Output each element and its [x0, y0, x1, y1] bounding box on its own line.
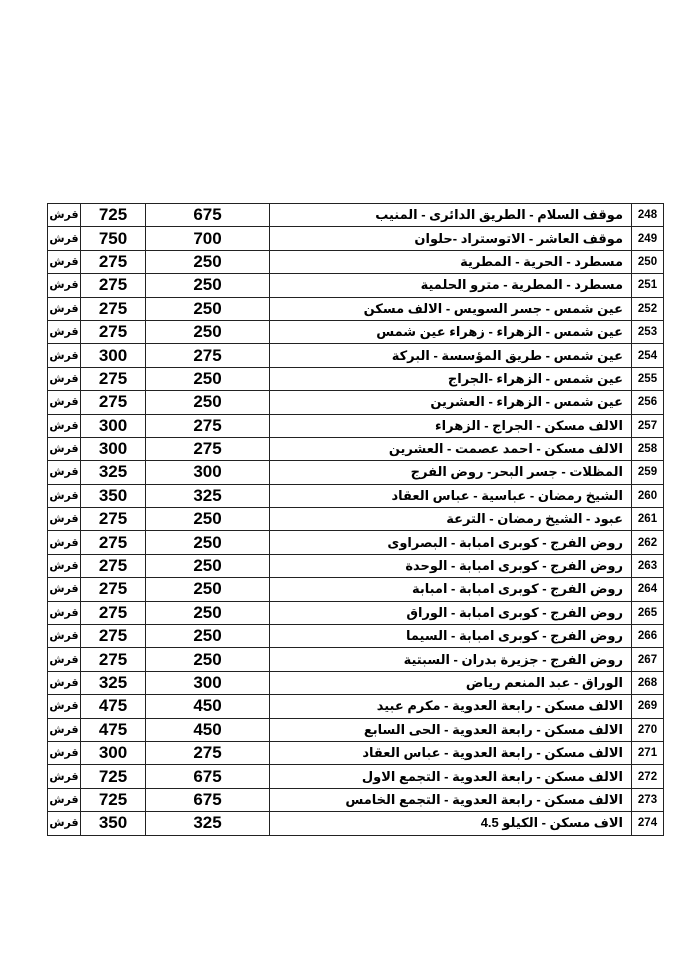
currency-unit-cell: قرش [48, 297, 81, 320]
new-fare-cell: 300 [81, 741, 146, 764]
route-name-cell: الالف مسكن - الجراج - الزهراء [270, 414, 632, 437]
row-number-cell: 254 [632, 344, 664, 367]
row-number-cell: 249 [632, 227, 664, 250]
new-fare-cell: 275 [81, 531, 146, 554]
row-number-cell: 274 [632, 812, 664, 835]
row-number-cell: 255 [632, 367, 664, 390]
route-name-cell: روض الفرج - كوبرى امبابة - الوحدة [270, 554, 632, 577]
new-fare-cell: 300 [81, 344, 146, 367]
row-number-cell: 273 [632, 788, 664, 811]
new-fare-cell: 325 [81, 461, 146, 484]
new-fare-cell: 750 [81, 227, 146, 250]
old-fare-cell: 275 [146, 741, 270, 764]
table-row [48, 204, 664, 227]
old-fare-cell: 250 [146, 297, 270, 320]
currency-unit-cell: قرش [48, 461, 81, 484]
new-fare-cell: 725 [81, 788, 146, 811]
row-number-cell: 256 [632, 391, 664, 414]
new-fare-cell: 325 [81, 671, 146, 694]
route-name-cell: مسطرد - المطرية - مترو الحلمية [270, 274, 632, 297]
table-row [48, 391, 664, 414]
new-fare-cell: 275 [81, 648, 146, 671]
table-row [48, 718, 664, 741]
route-name-cell: مسطرد - الحرية - المطرية [270, 250, 632, 273]
row-number-cell: 261 [632, 508, 664, 531]
old-fare-cell: 675 [146, 765, 270, 788]
table-row [48, 414, 664, 437]
row-number-cell: 269 [632, 695, 664, 718]
new-fare-cell: 275 [81, 554, 146, 577]
old-fare-cell: 250 [146, 554, 270, 577]
table-row [48, 695, 664, 718]
row-number-cell: 263 [632, 554, 664, 577]
currency-unit-cell: قرش [48, 250, 81, 273]
route-name-cell: موقف العاشر - الاتوستراد -حلوان [270, 227, 632, 250]
table-row [48, 601, 664, 624]
route-name-cell: عين شمس - الزهراء -الجراج [270, 367, 632, 390]
fare-table [47, 203, 664, 836]
old-fare-cell: 675 [146, 788, 270, 811]
table-row [48, 765, 664, 788]
new-fare-cell: 475 [81, 718, 146, 741]
old-fare-cell: 250 [146, 320, 270, 343]
old-fare-cell: 250 [146, 391, 270, 414]
new-fare-cell: 350 [81, 484, 146, 507]
old-fare-cell: 700 [146, 227, 270, 250]
row-number-cell: 260 [632, 484, 664, 507]
currency-unit-cell: قرش [48, 695, 81, 718]
currency-unit-cell: قرش [48, 414, 81, 437]
currency-unit-cell: قرش [48, 648, 81, 671]
new-fare-cell: 275 [81, 367, 146, 390]
row-number-cell: 252 [632, 297, 664, 320]
row-number-cell: 248 [632, 204, 664, 227]
row-number-cell: 268 [632, 671, 664, 694]
row-number-cell: 267 [632, 648, 664, 671]
old-fare-cell: 325 [146, 812, 270, 835]
new-fare-cell: 275 [81, 601, 146, 624]
currency-unit-cell: قرش [48, 484, 81, 507]
row-number-cell: 253 [632, 320, 664, 343]
table-row [48, 508, 664, 531]
currency-unit-cell: قرش [48, 531, 81, 554]
table-row [48, 274, 664, 297]
row-number-cell: 251 [632, 274, 664, 297]
route-name-cell: الاف مسكن - الكيلو 4.5 [270, 812, 632, 835]
route-name-cell: الالف مسكن - احمد عصمت - العشرين [270, 437, 632, 460]
new-fare-cell: 275 [81, 578, 146, 601]
currency-unit-cell: قرش [48, 437, 81, 460]
route-name-cell: روض الفرج - كوبرى امبابة - امبابة [270, 578, 632, 601]
new-fare-cell: 275 [81, 625, 146, 648]
route-name-cell: الالف مسكن - رابعة العدوية - عباس العقاد [270, 741, 632, 764]
currency-unit-cell: قرش [48, 274, 81, 297]
old-fare-cell: 250 [146, 531, 270, 554]
route-name-cell: عبود - الشيخ رمضان - الترعة [270, 508, 632, 531]
table-row [48, 741, 664, 764]
old-fare-cell: 300 [146, 461, 270, 484]
old-fare-cell: 250 [146, 648, 270, 671]
old-fare-cell: 325 [146, 484, 270, 507]
route-name-cell: روض الفرج - كوبرى امبابة - الوراق [270, 601, 632, 624]
route-name-cell: الالف مسكن - رابعة العدوية - التجمع الخامس [270, 788, 632, 811]
old-fare-cell: 275 [146, 344, 270, 367]
old-fare-cell: 250 [146, 274, 270, 297]
table-row [48, 320, 664, 343]
new-fare-cell: 275 [81, 391, 146, 414]
route-name-cell: روض الفرج - كوبرى امبابة - البصراوى [270, 531, 632, 554]
table-row [48, 297, 664, 320]
currency-unit-cell: قرش [48, 741, 81, 764]
new-fare-cell: 300 [81, 437, 146, 460]
new-fare-cell: 275 [81, 274, 146, 297]
row-number-cell: 262 [632, 531, 664, 554]
route-name-cell: المظلات - جسر البحر- روض الفرج [270, 461, 632, 484]
new-fare-cell: 725 [81, 765, 146, 788]
route-name-cell: عين شمس - الزهراء - العشرين [270, 391, 632, 414]
old-fare-cell: 300 [146, 671, 270, 694]
currency-unit-cell: قرش [48, 625, 81, 648]
old-fare-cell: 250 [146, 367, 270, 390]
old-fare-cell: 275 [146, 414, 270, 437]
route-name-cell: عين شمس - طريق المؤسسة - البركة [270, 344, 632, 367]
row-number-cell: 272 [632, 765, 664, 788]
route-name-cell: عين شمس - جسر السويس - الالف مسكن [270, 297, 632, 320]
currency-unit-cell: قرش [48, 788, 81, 811]
table-row [48, 437, 664, 460]
route-name-cell: الشيخ رمضان - عباسية - عباس العقاد [270, 484, 632, 507]
table-row [48, 461, 664, 484]
currency-unit-cell: قرش [48, 320, 81, 343]
old-fare-cell: 450 [146, 695, 270, 718]
old-fare-cell: 675 [146, 204, 270, 227]
currency-unit-cell: قرش [48, 765, 81, 788]
row-number-cell: 271 [632, 741, 664, 764]
route-name-cell: موقف السلام - الطريق الدائرى - المنيب [270, 204, 632, 227]
table-row [48, 227, 664, 250]
currency-unit-cell: قرش [48, 227, 81, 250]
row-number-cell: 250 [632, 250, 664, 273]
new-fare-cell: 275 [81, 320, 146, 343]
new-fare-cell: 300 [81, 414, 146, 437]
table-row [48, 648, 664, 671]
row-number-cell: 258 [632, 437, 664, 460]
currency-unit-cell: قرش [48, 344, 81, 367]
old-fare-cell: 250 [146, 625, 270, 648]
currency-unit-cell: قرش [48, 508, 81, 531]
row-number-cell: 264 [632, 578, 664, 601]
new-fare-cell: 350 [81, 812, 146, 835]
row-number-cell: 257 [632, 414, 664, 437]
new-fare-cell: 725 [81, 204, 146, 227]
route-name-cell: روض الفرج - جزيرة بدران - السبتية [270, 648, 632, 671]
currency-unit-cell: قرش [48, 718, 81, 741]
currency-unit-cell: قرش [48, 578, 81, 601]
old-fare-cell: 450 [146, 718, 270, 741]
currency-unit-cell: قرش [48, 204, 81, 227]
old-fare-cell: 250 [146, 508, 270, 531]
table-row [48, 344, 664, 367]
table-row [48, 578, 664, 601]
currency-unit-cell: قرش [48, 367, 81, 390]
row-number-cell: 259 [632, 461, 664, 484]
old-fare-cell: 250 [146, 250, 270, 273]
new-fare-cell: 275 [81, 297, 146, 320]
old-fare-cell: 250 [146, 578, 270, 601]
currency-unit-cell: قرش [48, 671, 81, 694]
table-row [48, 250, 664, 273]
row-number-cell: 265 [632, 601, 664, 624]
table-row [48, 531, 664, 554]
new-fare-cell: 275 [81, 250, 146, 273]
table-row [48, 788, 664, 811]
currency-unit-cell: قرش [48, 391, 81, 414]
route-name-cell: الوراق - عبد المنعم رياض [270, 671, 632, 694]
currency-unit-cell: قرش [48, 812, 81, 835]
new-fare-cell: 475 [81, 695, 146, 718]
old-fare-cell: 275 [146, 437, 270, 460]
table-row [48, 625, 664, 648]
route-name-cell: الالف مسكن - رابعة العدوية - التجمع الاول [270, 765, 632, 788]
route-name-cell: الالف مسكن - رابعة العدوية - الحى السابع [270, 718, 632, 741]
currency-unit-cell: قرش [48, 554, 81, 577]
table-row [48, 671, 664, 694]
fare-table-body [48, 204, 664, 836]
row-number-cell: 266 [632, 625, 664, 648]
route-name-cell: الالف مسكن - رابعة العدوية - مكرم عبيد [270, 695, 632, 718]
table-row [48, 367, 664, 390]
table-row [48, 484, 664, 507]
table-row [48, 812, 664, 835]
route-name-cell: روض الفرج - كوبرى امبابة - السيما [270, 625, 632, 648]
currency-unit-cell: قرش [48, 601, 81, 624]
table-row [48, 554, 664, 577]
old-fare-cell: 250 [146, 601, 270, 624]
row-number-cell: 270 [632, 718, 664, 741]
route-name-cell: عين شمس - الزهراء - زهراء عين شمس [270, 320, 632, 343]
new-fare-cell: 275 [81, 508, 146, 531]
